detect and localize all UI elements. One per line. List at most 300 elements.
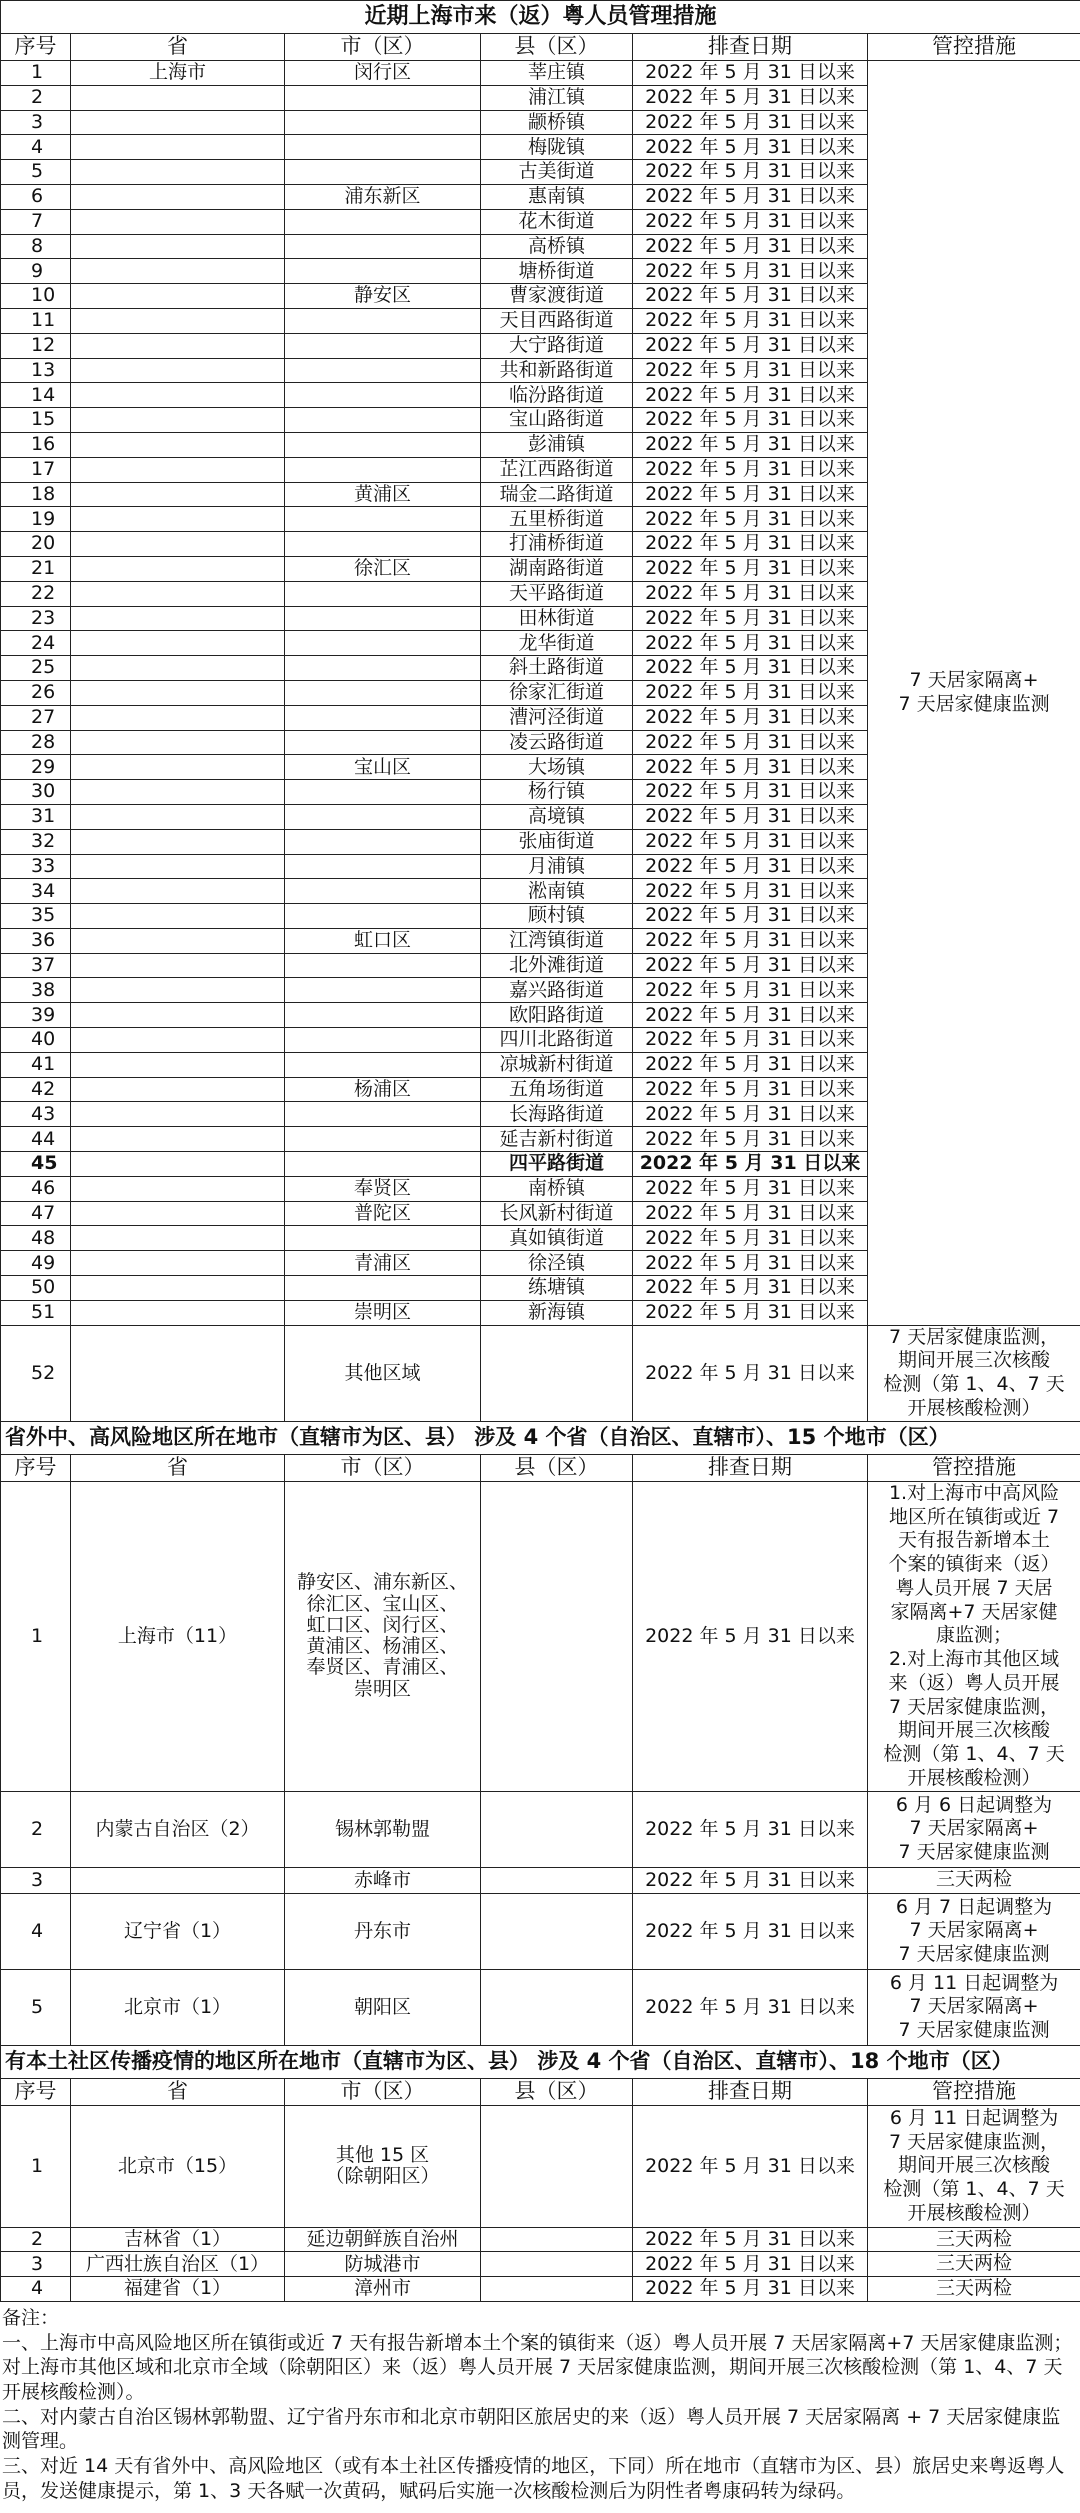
county-cell — [481, 2105, 633, 2227]
date-cell: 2022 年 5 月 31 日以来 — [633, 879, 868, 904]
province-cell — [71, 680, 285, 705]
province-cell — [71, 1226, 285, 1251]
county-cell: 惠南镇 — [481, 184, 633, 209]
date-cell: 2022 年 5 月 31 日以来 — [633, 780, 868, 805]
header-measure: 管控措施 — [868, 1454, 1080, 1481]
province-cell — [71, 160, 285, 185]
province-cell — [71, 110, 285, 135]
row-number: 25 — [1, 656, 71, 681]
province-cell — [71, 1201, 285, 1226]
county-cell: 芷江西路街道 — [481, 457, 633, 482]
measure-cell: 三天两检 — [868, 1867, 1080, 1893]
date-cell: 2022 年 5 月 31 日以来 — [633, 532, 868, 557]
row-number: 2 — [1, 1791, 71, 1867]
county-cell: 龙华街道 — [481, 631, 633, 656]
city-cell — [285, 383, 481, 408]
date-cell: 2022 年 5 月 31 日以来 — [633, 1969, 868, 2045]
county-cell — [481, 1325, 633, 1421]
county-cell — [481, 1893, 633, 1969]
date-cell: 2022 年 5 月 31 日以来 — [633, 457, 868, 482]
province-cell — [71, 606, 285, 631]
province-cell — [71, 308, 285, 333]
row-number: 32 — [1, 829, 71, 854]
row-number: 19 — [1, 507, 71, 532]
row-number: 39 — [1, 1003, 71, 1028]
row-number: 33 — [1, 854, 71, 879]
county-cell: 湖南路街道 — [481, 556, 633, 581]
province-cell — [71, 1152, 285, 1177]
province-cell: 吉林省（1） — [71, 2227, 285, 2252]
county-cell: 南桥镇 — [481, 1176, 633, 1201]
table-row — [1, 1791, 1080, 1867]
city-cell — [285, 160, 481, 185]
city-cell: 徐汇区 — [285, 556, 481, 581]
date-cell: 2022 年 5 月 31 日以来 — [633, 804, 868, 829]
header-province: 省 — [71, 34, 285, 61]
city-cell: 丹东市 — [285, 1893, 481, 1969]
province-cell — [71, 507, 285, 532]
county-cell: 高桥镇 — [481, 234, 633, 259]
county-cell: 杨行镇 — [481, 780, 633, 805]
county-cell: 四川北路街道 — [481, 1028, 633, 1053]
date-cell: 2022 年 5 月 31 日以来 — [633, 705, 868, 730]
city-cell: 浦东新区 — [285, 184, 481, 209]
row-number: 1 — [1, 1481, 71, 1791]
row-number: 14 — [1, 383, 71, 408]
date-cell: 2022 年 5 月 31 日以来 — [633, 854, 868, 879]
measure-cell: 1.对上海市中高风险 地区所在镇街或近 7 天有报告新增本土 个案的镇街来（返） 粤人员开展 7 天居 家隔离+7 天居家健 康监测； 2.对上海市其他区域 来（返）粤人员开展 7 天居家健康监测， 期间开展三次核酸 检测（第 1、4、7 天 开展核酸检测） — [868, 1481, 1080, 1791]
row-number: 2 — [1, 2227, 71, 2252]
date-cell: 2022 年 5 月 31 日以来 — [633, 1201, 868, 1226]
county-cell: 徐泾镇 — [481, 1251, 633, 1276]
row-number: 5 — [1, 1969, 71, 2045]
province-cell — [71, 928, 285, 953]
date-cell: 2022 年 5 月 31 日以来 — [633, 1127, 868, 1152]
row-number: 3 — [1, 2252, 71, 2277]
province-cell — [71, 209, 285, 234]
header-row — [1, 34, 1080, 61]
date-cell: 2022 年 5 月 31 日以来 — [633, 1867, 868, 1893]
province-cell — [71, 408, 285, 433]
row-number: 16 — [1, 432, 71, 457]
row-number: 37 — [1, 953, 71, 978]
city-cell: 防城港市 — [285, 2252, 481, 2277]
header-measure: 管控措施 — [868, 2078, 1080, 2105]
row-number: 44 — [1, 1127, 71, 1152]
city-cell — [285, 581, 481, 606]
province-cell — [71, 581, 285, 606]
province-cell — [71, 1003, 285, 1028]
row-number: 40 — [1, 1028, 71, 1053]
city-cell: 虹口区 — [285, 928, 481, 953]
county-cell: 天目西路街道 — [481, 308, 633, 333]
header-city: 市（区） — [285, 1454, 481, 1481]
city-cell — [285, 730, 481, 755]
date-cell: 2022 年 5 月 31 日以来 — [633, 184, 868, 209]
row-number: 1 — [1, 2105, 71, 2227]
date-cell: 2022 年 5 月 31 日以来 — [633, 829, 868, 854]
city-cell: 赤峰市 — [285, 1867, 481, 1893]
city-cell: 奉贤区 — [285, 1176, 481, 1201]
county-cell: 淞南镇 — [481, 879, 633, 904]
row-number: 12 — [1, 333, 71, 358]
row-number: 1 — [1, 61, 71, 86]
date-cell: 2022 年 5 月 31 日以来 — [633, 656, 868, 681]
county-cell: 彭浦镇 — [481, 432, 633, 457]
row-number: 5 — [1, 160, 71, 185]
province-cell: 广西壮族自治区（1） — [71, 2252, 285, 2277]
province-cell: 辽宁省（1） — [71, 1893, 285, 1969]
date-cell: 2022 年 5 月 31 日以来 — [633, 1003, 868, 1028]
row-number: 42 — [1, 1077, 71, 1102]
city-cell: 崇明区 — [285, 1300, 481, 1325]
note-1: 一、上海市中高风险地区所在镇街或近 7 天有报告新增本土个案的镇街来（返）粤人员开展 7 天居家隔离+7 天居家健康监测；对上海市其他区域和北京市全域（除朝阳区）来（返）粤人员开展 7 天居家健康监测，期间开展三次核酸检测（第 1、4、7 天开展核酸检测）。 — [2, 2331, 1073, 2403]
county-cell: 曹家渡街道 — [481, 284, 633, 309]
city-cell — [285, 680, 481, 705]
header-row — [1, 2078, 1080, 2105]
county-cell: 张庙街道 — [481, 829, 633, 854]
row-number: 15 — [1, 408, 71, 433]
date-cell: 2022 年 5 月 31 日以来 — [633, 1893, 868, 1969]
province-cell — [71, 482, 285, 507]
row-number: 11 — [1, 308, 71, 333]
header-no: 序号 — [1, 34, 71, 61]
date-cell: 2022 年 5 月 31 日以来 — [633, 755, 868, 780]
county-cell: 高境镇 — [481, 804, 633, 829]
measure-cell: 6 月 11 日起调整为 7 天居家健康监测， 期间开展三次核酸 检测（第 1、4、7 天 开展核酸检测） — [868, 2105, 1080, 2227]
table-row — [1, 2105, 1080, 2227]
row-number: 3 — [1, 110, 71, 135]
province-cell — [71, 829, 285, 854]
city-cell — [285, 1226, 481, 1251]
province-cell: 福建省（1） — [71, 2277, 285, 2302]
province-cell — [71, 1325, 285, 1421]
date-cell: 2022 年 5 月 31 日以来 — [633, 1300, 868, 1325]
header-city: 市（区） — [285, 34, 481, 61]
province-cell — [71, 383, 285, 408]
province-cell — [71, 1176, 285, 1201]
province-cell — [71, 730, 285, 755]
city-cell — [285, 606, 481, 631]
province-cell — [71, 333, 285, 358]
county-cell: 徐家汇街道 — [481, 680, 633, 705]
city-cell — [285, 780, 481, 805]
province-cell — [71, 1028, 285, 1053]
date-cell: 2022 年 5 月 31 日以来 — [633, 482, 868, 507]
date-cell: 2022 年 5 月 31 日以来 — [633, 234, 868, 259]
header-row — [1, 1454, 1080, 1481]
row-number: 23 — [1, 606, 71, 631]
city-cell — [285, 631, 481, 656]
city-cell — [285, 1052, 481, 1077]
city-cell — [285, 457, 481, 482]
date-cell: 2022 年 5 月 31 日以来 — [633, 432, 868, 457]
province-cell — [71, 1276, 285, 1301]
county-cell: 新海镇 — [481, 1300, 633, 1325]
header-measure: 管控措施 — [868, 34, 1080, 61]
province-cell — [71, 1127, 285, 1152]
date-cell: 2022 年 5 月 31 日以来 — [633, 2227, 868, 2252]
county-cell: 嘉兴路街道 — [481, 978, 633, 1003]
county-cell: 顾村镇 — [481, 904, 633, 929]
row-number: 10 — [1, 284, 71, 309]
city-cell: 其他区域 — [285, 1325, 481, 1421]
measure-cell: 三天两检 — [868, 2277, 1080, 2302]
measure-cell: 三天两检 — [868, 2252, 1080, 2277]
city-cell: 朝阳区 — [285, 1969, 481, 2045]
city-cell — [285, 1276, 481, 1301]
city-cell: 杨浦区 — [285, 1077, 481, 1102]
city-cell: 黄浦区 — [285, 482, 481, 507]
date-cell: 2022 年 5 月 31 日以来 — [633, 1481, 868, 1791]
city-cell: 延边朝鲜族自治州 — [285, 2227, 481, 2252]
county-cell: 塘桥街道 — [481, 259, 633, 284]
date-cell: 2022 年 5 月 31 日以来 — [633, 160, 868, 185]
header-county: 县（区） — [481, 34, 633, 61]
county-cell: 五角场街道 — [481, 1077, 633, 1102]
date-cell: 2022 年 5 月 31 日以来 — [633, 2105, 868, 2227]
city-cell — [285, 705, 481, 730]
county-cell: 梅陇镇 — [481, 135, 633, 160]
province-cell — [71, 1077, 285, 1102]
county-cell: 凉城新村街道 — [481, 1052, 633, 1077]
city-cell — [285, 432, 481, 457]
date-cell: 2022 年 5 月 31 日以来 — [633, 507, 868, 532]
row-number: 43 — [1, 1102, 71, 1127]
province-cell — [71, 135, 285, 160]
section-title: 有本土社区传播疫情的地区所在地市（直辖市为区、县） 涉及 4 个省（自治区、直辖市）、18 个地市（区） — [1, 2045, 1080, 2078]
county-cell: 北外滩街道 — [481, 953, 633, 978]
row-number: 41 — [1, 1052, 71, 1077]
table-row — [1, 61, 1080, 86]
city-cell: 漳州市 — [285, 2277, 481, 2302]
county-cell: 宝山路街道 — [481, 408, 633, 433]
province-cell: 北京市（15） — [71, 2105, 285, 2227]
province-cell — [71, 556, 285, 581]
city-cell — [285, 259, 481, 284]
city-cell — [285, 829, 481, 854]
table-row — [1, 2277, 1080, 2302]
table-row — [1, 2252, 1080, 2277]
city-cell — [285, 1152, 481, 1177]
table-title: 近期上海市来（返）粤人员管理措施 — [1, 1, 1080, 34]
city-cell — [285, 656, 481, 681]
date-cell: 2022 年 5 月 31 日以来 — [633, 110, 868, 135]
row-number: 3 — [1, 1867, 71, 1893]
province-cell — [71, 358, 285, 383]
row-number: 20 — [1, 532, 71, 557]
header-county: 县（区） — [481, 2078, 633, 2105]
city-cell — [285, 1028, 481, 1053]
date-cell: 2022 年 5 月 31 日以来 — [633, 978, 868, 1003]
city-cell — [285, 308, 481, 333]
row-number: 9 — [1, 259, 71, 284]
city-cell: 普陀区 — [285, 1201, 481, 1226]
county-cell: 五里桥街道 — [481, 507, 633, 532]
row-number: 30 — [1, 780, 71, 805]
county-cell: 四平路街道 — [481, 1152, 633, 1177]
province-cell — [71, 879, 285, 904]
province-cell — [71, 1052, 285, 1077]
province-cell — [71, 780, 285, 805]
city-cell — [285, 532, 481, 557]
city-cell — [285, 110, 481, 135]
date-cell: 2022 年 5 月 31 日以来 — [633, 259, 868, 284]
table-row — [1, 2227, 1080, 2252]
city-cell: 宝山区 — [285, 755, 481, 780]
row-number: 4 — [1, 2277, 71, 2302]
city-cell — [285, 804, 481, 829]
header-province: 省 — [71, 1454, 285, 1481]
province-cell — [71, 953, 285, 978]
county-cell: 真如镇街道 — [481, 1226, 633, 1251]
date-cell: 2022 年 5 月 31 日以来 — [633, 1028, 868, 1053]
province-cell — [71, 631, 285, 656]
province-cell — [71, 656, 285, 681]
row-number: 28 — [1, 730, 71, 755]
header-date: 排查日期 — [633, 2078, 868, 2105]
date-cell: 2022 年 5 月 31 日以来 — [633, 2277, 868, 2302]
table-row — [1, 1325, 1080, 1421]
date-cell: 2022 年 5 月 31 日以来 — [633, 730, 868, 755]
county-cell: 江湾镇街道 — [481, 928, 633, 953]
date-cell: 2022 年 5 月 31 日以来 — [633, 631, 868, 656]
province-cell — [71, 1300, 285, 1325]
city-cell — [285, 135, 481, 160]
date-cell: 2022 年 5 月 31 日以来 — [633, 1276, 868, 1301]
province-cell: 上海市（11） — [71, 1481, 285, 1791]
city-cell — [285, 879, 481, 904]
date-cell: 2022 年 5 月 31 日以来 — [633, 383, 868, 408]
date-cell: 2022 年 5 月 31 日以来 — [633, 209, 868, 234]
city-cell — [285, 978, 481, 1003]
county-cell: 漕河泾街道 — [481, 705, 633, 730]
row-number: 49 — [1, 1251, 71, 1276]
measure-cell: 7 天居家健康监测， 期间开展三次核酸 检测（第 1、4、7 天 开展核酸检测） — [868, 1325, 1080, 1421]
header-province: 省 — [71, 2078, 285, 2105]
header-no: 序号 — [1, 2078, 71, 2105]
date-cell: 2022 年 5 月 31 日以来 — [633, 1152, 868, 1177]
table-row — [1, 1867, 1080, 1893]
date-cell: 2022 年 5 月 31 日以来 — [633, 1226, 868, 1251]
county-cell: 田林街道 — [481, 606, 633, 631]
row-number: 50 — [1, 1276, 71, 1301]
notes-label: 备注： — [2, 2306, 60, 2329]
city-cell — [285, 209, 481, 234]
county-cell — [481, 1481, 633, 1791]
measure-cell: 三天两检 — [868, 2227, 1080, 2252]
row-number: 13 — [1, 358, 71, 383]
row-number: 48 — [1, 1226, 71, 1251]
row-number: 35 — [1, 904, 71, 929]
city-cell: 闵行区 — [285, 61, 481, 86]
county-cell — [481, 2277, 633, 2302]
row-number: 27 — [1, 705, 71, 730]
row-number: 51 — [1, 1300, 71, 1325]
city-cell — [285, 854, 481, 879]
province-cell: 北京市（1） — [71, 1969, 285, 2045]
city-cell: 锡林郭勒盟 — [285, 1791, 481, 1867]
province-cell — [71, 532, 285, 557]
county-cell: 共和新路街道 — [481, 358, 633, 383]
row-number: 22 — [1, 581, 71, 606]
city-cell: 青浦区 — [285, 1251, 481, 1276]
date-cell: 2022 年 5 月 31 日以来 — [633, 556, 868, 581]
row-number: 18 — [1, 482, 71, 507]
row-number: 36 — [1, 928, 71, 953]
city-cell: 其他 15 区 （除朝阳区） — [285, 2105, 481, 2227]
city-cell — [285, 85, 481, 110]
province-cell — [71, 432, 285, 457]
province-cell — [71, 184, 285, 209]
header-date: 排查日期 — [633, 1454, 868, 1481]
county-cell: 延吉新村街道 — [481, 1127, 633, 1152]
province-cell: 上海市 — [71, 61, 285, 86]
row-number: 29 — [1, 755, 71, 780]
city-cell — [285, 507, 481, 532]
county-cell: 莘庄镇 — [481, 61, 633, 86]
row-number: 6 — [1, 184, 71, 209]
date-cell: 2022 年 5 月 31 日以来 — [633, 85, 868, 110]
province-cell — [71, 259, 285, 284]
date-cell: 2022 年 5 月 31 日以来 — [633, 1791, 868, 1867]
date-cell: 2022 年 5 月 31 日以来 — [633, 606, 868, 631]
county-cell — [481, 2227, 633, 2252]
header-city: 市（区） — [285, 2078, 481, 2105]
province-cell — [71, 1867, 285, 1893]
row-number: 4 — [1, 1893, 71, 1969]
measure-cell: 6 月 11 日起调整为 7 天居家隔离+ 7 天居家健康监测 — [868, 1969, 1080, 2045]
date-cell: 2022 年 5 月 31 日以来 — [633, 953, 868, 978]
date-cell: 2022 年 5 月 31 日以来 — [633, 1251, 868, 1276]
city-cell — [285, 234, 481, 259]
city-cell — [285, 1102, 481, 1127]
date-cell: 2022 年 5 月 31 日以来 — [633, 904, 868, 929]
county-cell: 练塘镇 — [481, 1276, 633, 1301]
county-cell: 大宁路街道 — [481, 333, 633, 358]
county-cell: 月浦镇 — [481, 854, 633, 879]
header-date: 排查日期 — [633, 34, 868, 61]
table-row — [1, 1893, 1080, 1969]
measure-cell: 7 天居家隔离+ 7 天居家健康监测 — [868, 61, 1080, 1326]
row-number: 46 — [1, 1176, 71, 1201]
date-cell: 2022 年 5 月 31 日以来 — [633, 408, 868, 433]
county-cell: 花木街道 — [481, 209, 633, 234]
date-cell: 2022 年 5 月 31 日以来 — [633, 358, 868, 383]
county-cell: 长海路街道 — [481, 1102, 633, 1127]
province-cell: 内蒙古自治区（2） — [71, 1791, 285, 1867]
date-cell: 2022 年 5 月 31 日以来 — [633, 1102, 868, 1127]
province-cell — [71, 854, 285, 879]
table-row — [1, 1481, 1080, 1791]
date-cell: 2022 年 5 月 31 日以来 — [633, 1176, 868, 1201]
row-number: 21 — [1, 556, 71, 581]
province-cell — [71, 284, 285, 309]
date-cell: 2022 年 5 月 31 日以来 — [633, 928, 868, 953]
row-number: 2 — [1, 85, 71, 110]
province-cell — [71, 705, 285, 730]
province-cell — [71, 978, 285, 1003]
date-cell: 2022 年 5 月 31 日以来 — [633, 1325, 868, 1421]
note-3: 三、对近 14 天有省外中、高风险地区（或有本土社区传播疫情的地区，下同）所在地市（直辖市为区、县）旅居史来粤返粤人员，发送健康提示，第 1、3 天各赋一次黄码，赋码后实施一次核酸检测后为阴性者粤康码转为绿码。 — [2, 2455, 1065, 2502]
province-cell — [71, 904, 285, 929]
date-cell: 2022 年 5 月 31 日以来 — [633, 135, 868, 160]
notes — [0, 2302, 1080, 2504]
province-cell — [71, 755, 285, 780]
row-number: 31 — [1, 804, 71, 829]
row-number: 45 — [1, 1152, 71, 1177]
date-cell: 2022 年 5 月 31 日以来 — [633, 581, 868, 606]
